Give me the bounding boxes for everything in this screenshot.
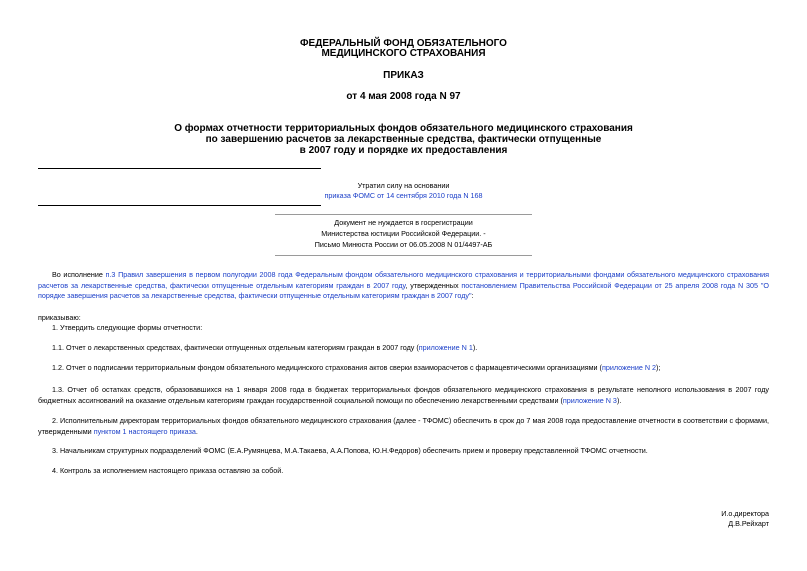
preamble-paragraph: [38, 270, 769, 302]
item-2: [38, 416, 769, 437]
divider: [38, 205, 321, 206]
item-text: 1.2. Отчет о подписании территориальным фондом обязательного медицинского страхования актов сверки взаиморасчетов с фармацевтическими организациями (: [52, 363, 602, 372]
divider: [38, 168, 321, 169]
signature-position: И.о.директора: [721, 509, 769, 518]
item-text: );: [656, 363, 661, 372]
item-text: .: [195, 426, 198, 436]
item-4: 4. Контроль за исполнением настоящего приказа оставляю за собой.: [52, 466, 284, 475]
doc-title-line3: в 2007 году и порядке их предоставления: [299, 145, 508, 156]
registration-note-line3: Письмо Минюста России от 06.05.2008 N 01/4497-АБ: [314, 240, 493, 249]
item-text: 1.1. Отчет о лекарственных средствах, фактически отпущенных отдельным категориям граждан в 2007 году (: [52, 343, 419, 352]
item-1-3: [38, 385, 769, 406]
item-1-1: [38, 343, 769, 354]
registration-note-line1: Документ не нуждается в госрегистрации: [334, 218, 473, 227]
divider: [275, 214, 532, 215]
order-word: приказываю:: [38, 313, 81, 322]
item-1-2: [38, 363, 769, 374]
preamble-text: , утвержденных: [405, 280, 462, 290]
item-text: ).: [472, 343, 478, 352]
org-name-line2: МЕДИЦИНСКОГО СТРАХОВАНИЯ: [321, 48, 486, 59]
doc-title-line2: по завершению расчетов за лекарственные средства, фактически отпущенные: [205, 134, 602, 145]
item-text: ).: [616, 395, 622, 405]
item-text: 1.3. Отчет об остатках средств, образовавшихся на 1 января 2008 года в бюджетах территориальных фондов обязательного медицинского страхования в результате неполного использования в 2007 году бюджетных ассигнований на оказание отдельным категориям граждан государственной социальной помощи по обеспечению лекарственными средствами (: [38, 385, 769, 405]
doc-date-number: от 4 мая 2008 года N 97: [346, 91, 461, 102]
point-1-link[interactable]: пунктом 1 настоящего приказа: [93, 426, 196, 436]
item-text: 2. Исполнительным директорам территориальных фондов обязательного медицинского страхования (далее - ТФОМС) обеспечить в срок до 7 мая 2008 года предоставление отчетности в соответствии с формами, утвержденными: [38, 416, 769, 436]
preamble-text: :: [471, 291, 474, 300]
divider: [275, 255, 532, 256]
status-lost-force-link[interactable]: приказа ФОМС от 14 сентября 2010 года N 168: [324, 191, 483, 200]
doc-type: ПРИКАЗ: [383, 70, 424, 81]
appendix-1-link[interactable]: приложение N 1: [418, 343, 473, 352]
status-lost-force: Утратил силу на основании: [357, 181, 450, 190]
resolution-link[interactable]: постановлением Правительства Российской Федерации от 25 апреля 2008 года N 305 "О порядке завершения расчетов за лекарственные средства, фактически отпущенные отдельным категориям граждан в 2007 году": [38, 280, 769, 300]
item-3: 3. Начальникам структурных подразделений ФОМС (Е.А.Румянцева, М.А.Такаева, А.А.Попова, Ю.Н.Федоров) обеспечить прием и проверку представленной ТФОМС отчетности.: [52, 446, 648, 455]
preamble-text: Во исполнение: [52, 270, 106, 279]
registration-note-line2: Министерства юстиции Российской Федерации. -: [321, 229, 486, 238]
org-name-line1: ФЕДЕРАЛЬНЫЙ ФОНД ОБЯЗАТЕЛЬНОГО: [300, 38, 507, 49]
appendix-3-link[interactable]: приложение N 3: [562, 395, 617, 405]
doc-title-line1: О формах отчетности территориальных фондов обязательного медицинского страхования: [174, 123, 633, 134]
appendix-2-link[interactable]: приложение N 2: [601, 363, 657, 372]
rules-link[interactable]: п.3 Правил завершения в первом полугодии 2008 года Федеральным фондом обязательного медицинского страхования и территориальными фондами обязательного медицинского страхования расчетов за лекарственные средства, фактически отпущенные отдельным категориям граждан в 2007 году: [38, 270, 769, 290]
signature-name: Д.В.Рейхарт: [728, 519, 769, 528]
item-1: 1. Утвердить следующие формы отчетности:: [52, 323, 203, 332]
